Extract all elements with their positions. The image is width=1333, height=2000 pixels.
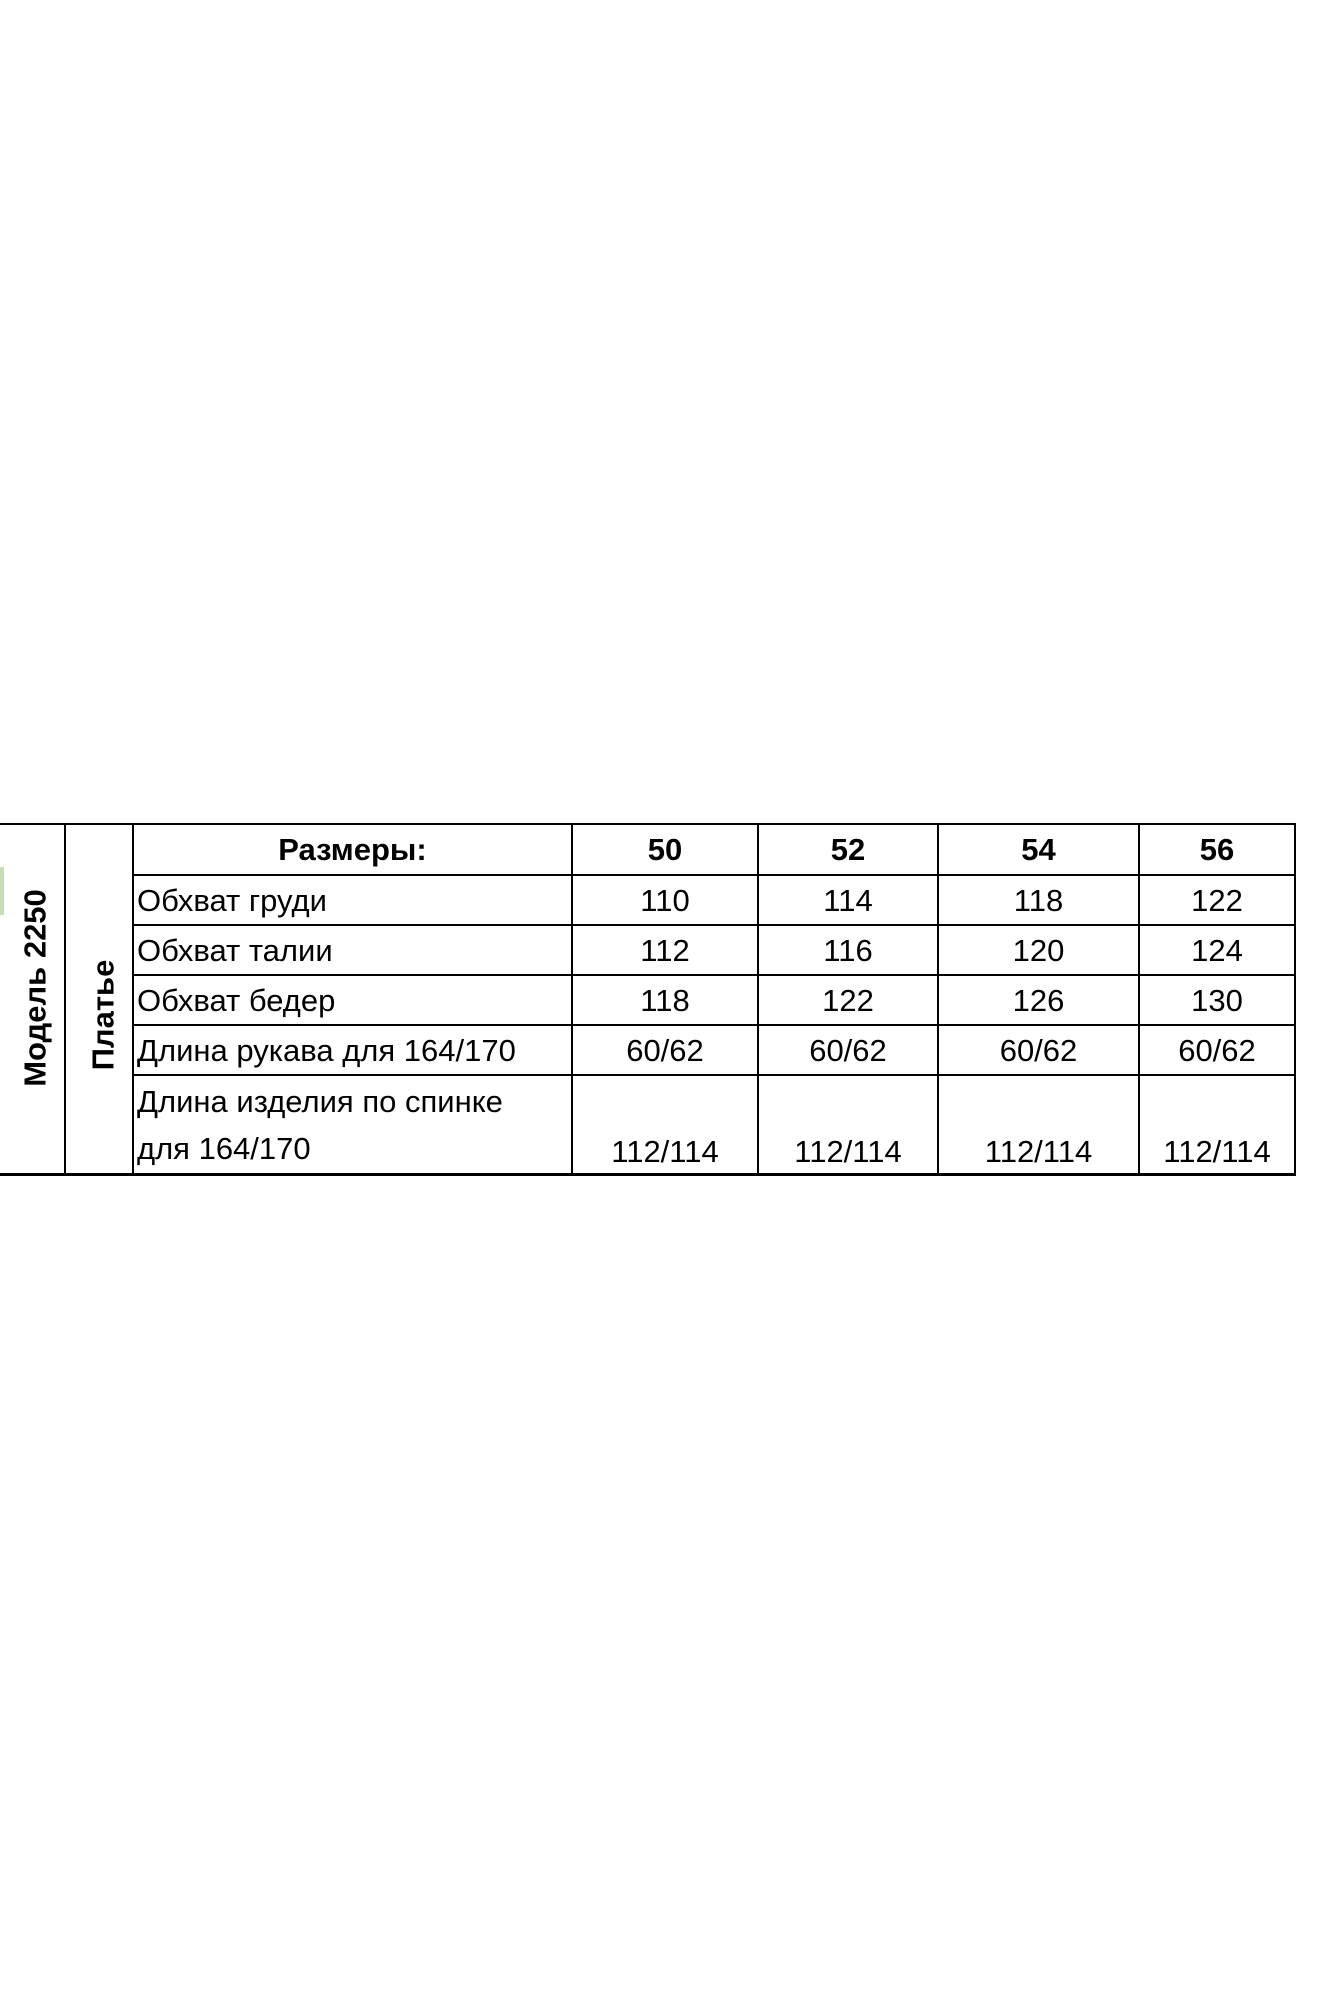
cell-hips-54: 126 [1012, 982, 1065, 1018]
cell-chest-52: 114 [823, 882, 873, 918]
cell-chest-54: 118 [1013, 882, 1064, 918]
cell-chest-56: 122 [1191, 882, 1243, 918]
cell-sleeve-52: 60/62 [809, 1032, 887, 1068]
grid-line-v-right [1294, 823, 1296, 1175]
cell-sleeve-50: 60/62 [626, 1032, 704, 1068]
row-label-back-length-line2: для 164/170 [137, 1131, 311, 1166]
cell-waist-54: 120 [1012, 932, 1065, 968]
cell-back-length-50: 112/114 [611, 1134, 719, 1169]
row-label-back-length-line1: Длина изделия по спинке [137, 1084, 503, 1119]
size-header-56: 56 [1199, 832, 1235, 867]
size-chart-table [0, 823, 1333, 1175]
cell-back-length-52: 112/114 [794, 1134, 902, 1169]
size-header-52: 52 [830, 832, 866, 867]
cell-sleeve-56: 60/62 [1178, 1032, 1256, 1068]
row-label-sleeve-length: Длина рукава для 164/170 [137, 1032, 516, 1068]
row-label-chest: Обхват груди [137, 882, 327, 918]
cell-waist-56: 124 [1191, 932, 1243, 968]
grid-line-v-model [64, 823, 66, 1175]
cell-waist-50: 112 [640, 932, 690, 968]
sizes-header-label: Размеры: [278, 832, 427, 867]
row-label-waist: Обхват талии [137, 932, 333, 968]
cell-accent-edge [0, 867, 4, 915]
cell-back-length-56: 112/114 [1163, 1134, 1271, 1169]
product-label: Платье [85, 959, 121, 1071]
cell-hips-50: 118 [640, 982, 690, 1018]
cell-back-length-54: 112/114 [984, 1134, 1093, 1169]
cell-hips-56: 130 [1191, 982, 1243, 1018]
row-label-hips: Обхват бедер [137, 982, 336, 1018]
size-header-50: 50 [647, 832, 683, 867]
model-label: Модель 2250 [17, 889, 53, 1087]
grid-line-bottom [0, 1173, 1296, 1176]
size-header-54: 54 [1021, 832, 1056, 867]
cell-waist-52: 116 [823, 932, 873, 968]
cell-sleeve-54: 60/62 [999, 1032, 1078, 1068]
cell-chest-50: 110 [640, 882, 690, 918]
cell-hips-52: 122 [822, 982, 874, 1018]
